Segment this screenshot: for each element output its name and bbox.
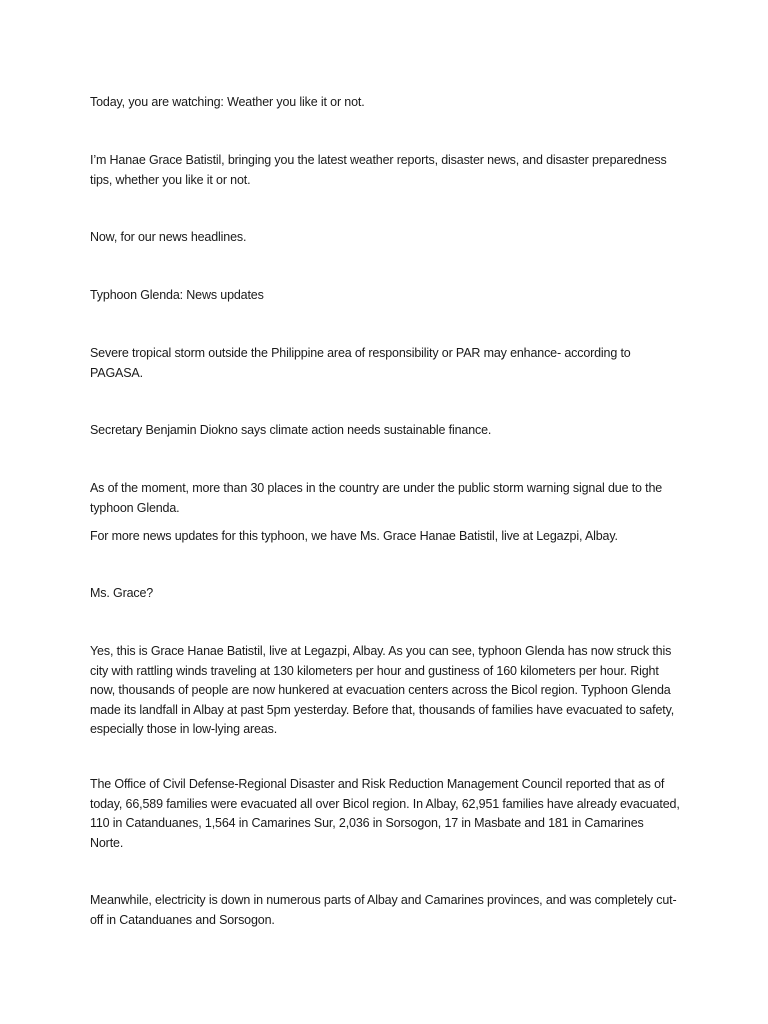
field-report: Yes, this is Grace Hanae Batistil, live at Legazpi, Albay. As you can see, typhoon Glenda has now struck this city with rattling winds traveling at 130 kilometers per hour and gustiness of 160 kilometers per hour. Right now, thousands of people are now hunkered at evacuation centers across the Bicol region. Typhoon Glenda made its landfall in Albay at past 5pm yesterday. Before that, thousands of families have evacuated to safety, especially those in low-lying areas. [90,644,675,736]
headlines-intro: Now, for our news headlines. [90,230,247,244]
host-introduction: I’m Hanae Grace Batistil, bringing you the latest weather reports, disaster news, and disaster preparedness tips, whether you like it or not. [90,153,667,187]
section-heading: Typhoon Glenda: News updates [90,288,264,302]
anchor-question: Ms. Grace? [90,586,154,600]
headline-storm: Severe tropical storm outside the Philippine area of responsibility or PAR may enhance- according to PAGASA. [90,346,631,380]
headline-finance: Secretary Benjamin Diokno says climate action needs sustainable finance. [90,423,492,437]
intro-line: Today, you are watching: Weather you like it or not. [90,95,365,109]
electricity-report: Meanwhile, electricity is down in numerous parts of Albay and Camarines provinces, and was completely cut-off in Catanduanes and Sorsogon. [90,893,677,927]
headline-warning-signal: As of the moment, more than 30 places in the country are under the public storm warning signal due to the typhoon Glenda. [90,481,663,515]
evacuation-report: The Office of Civil Defense-Regional Disaster and Risk Reduction Management Council reported that as of today, 66,589 families were evacuated all over Bicol region. In Albay, 62,951 families have already evacuated, 110 in Catanduanes, 1,564 in Camarines Sur, 2,036 in Sorsogon, 17 in Masbate and 181 in Camarines Norte. [90,777,680,850]
live-report-intro: For more news updates for this typhoon, we have Ms. Grace Hanae Batistil, live at Legazpi, Albay. [90,529,618,543]
